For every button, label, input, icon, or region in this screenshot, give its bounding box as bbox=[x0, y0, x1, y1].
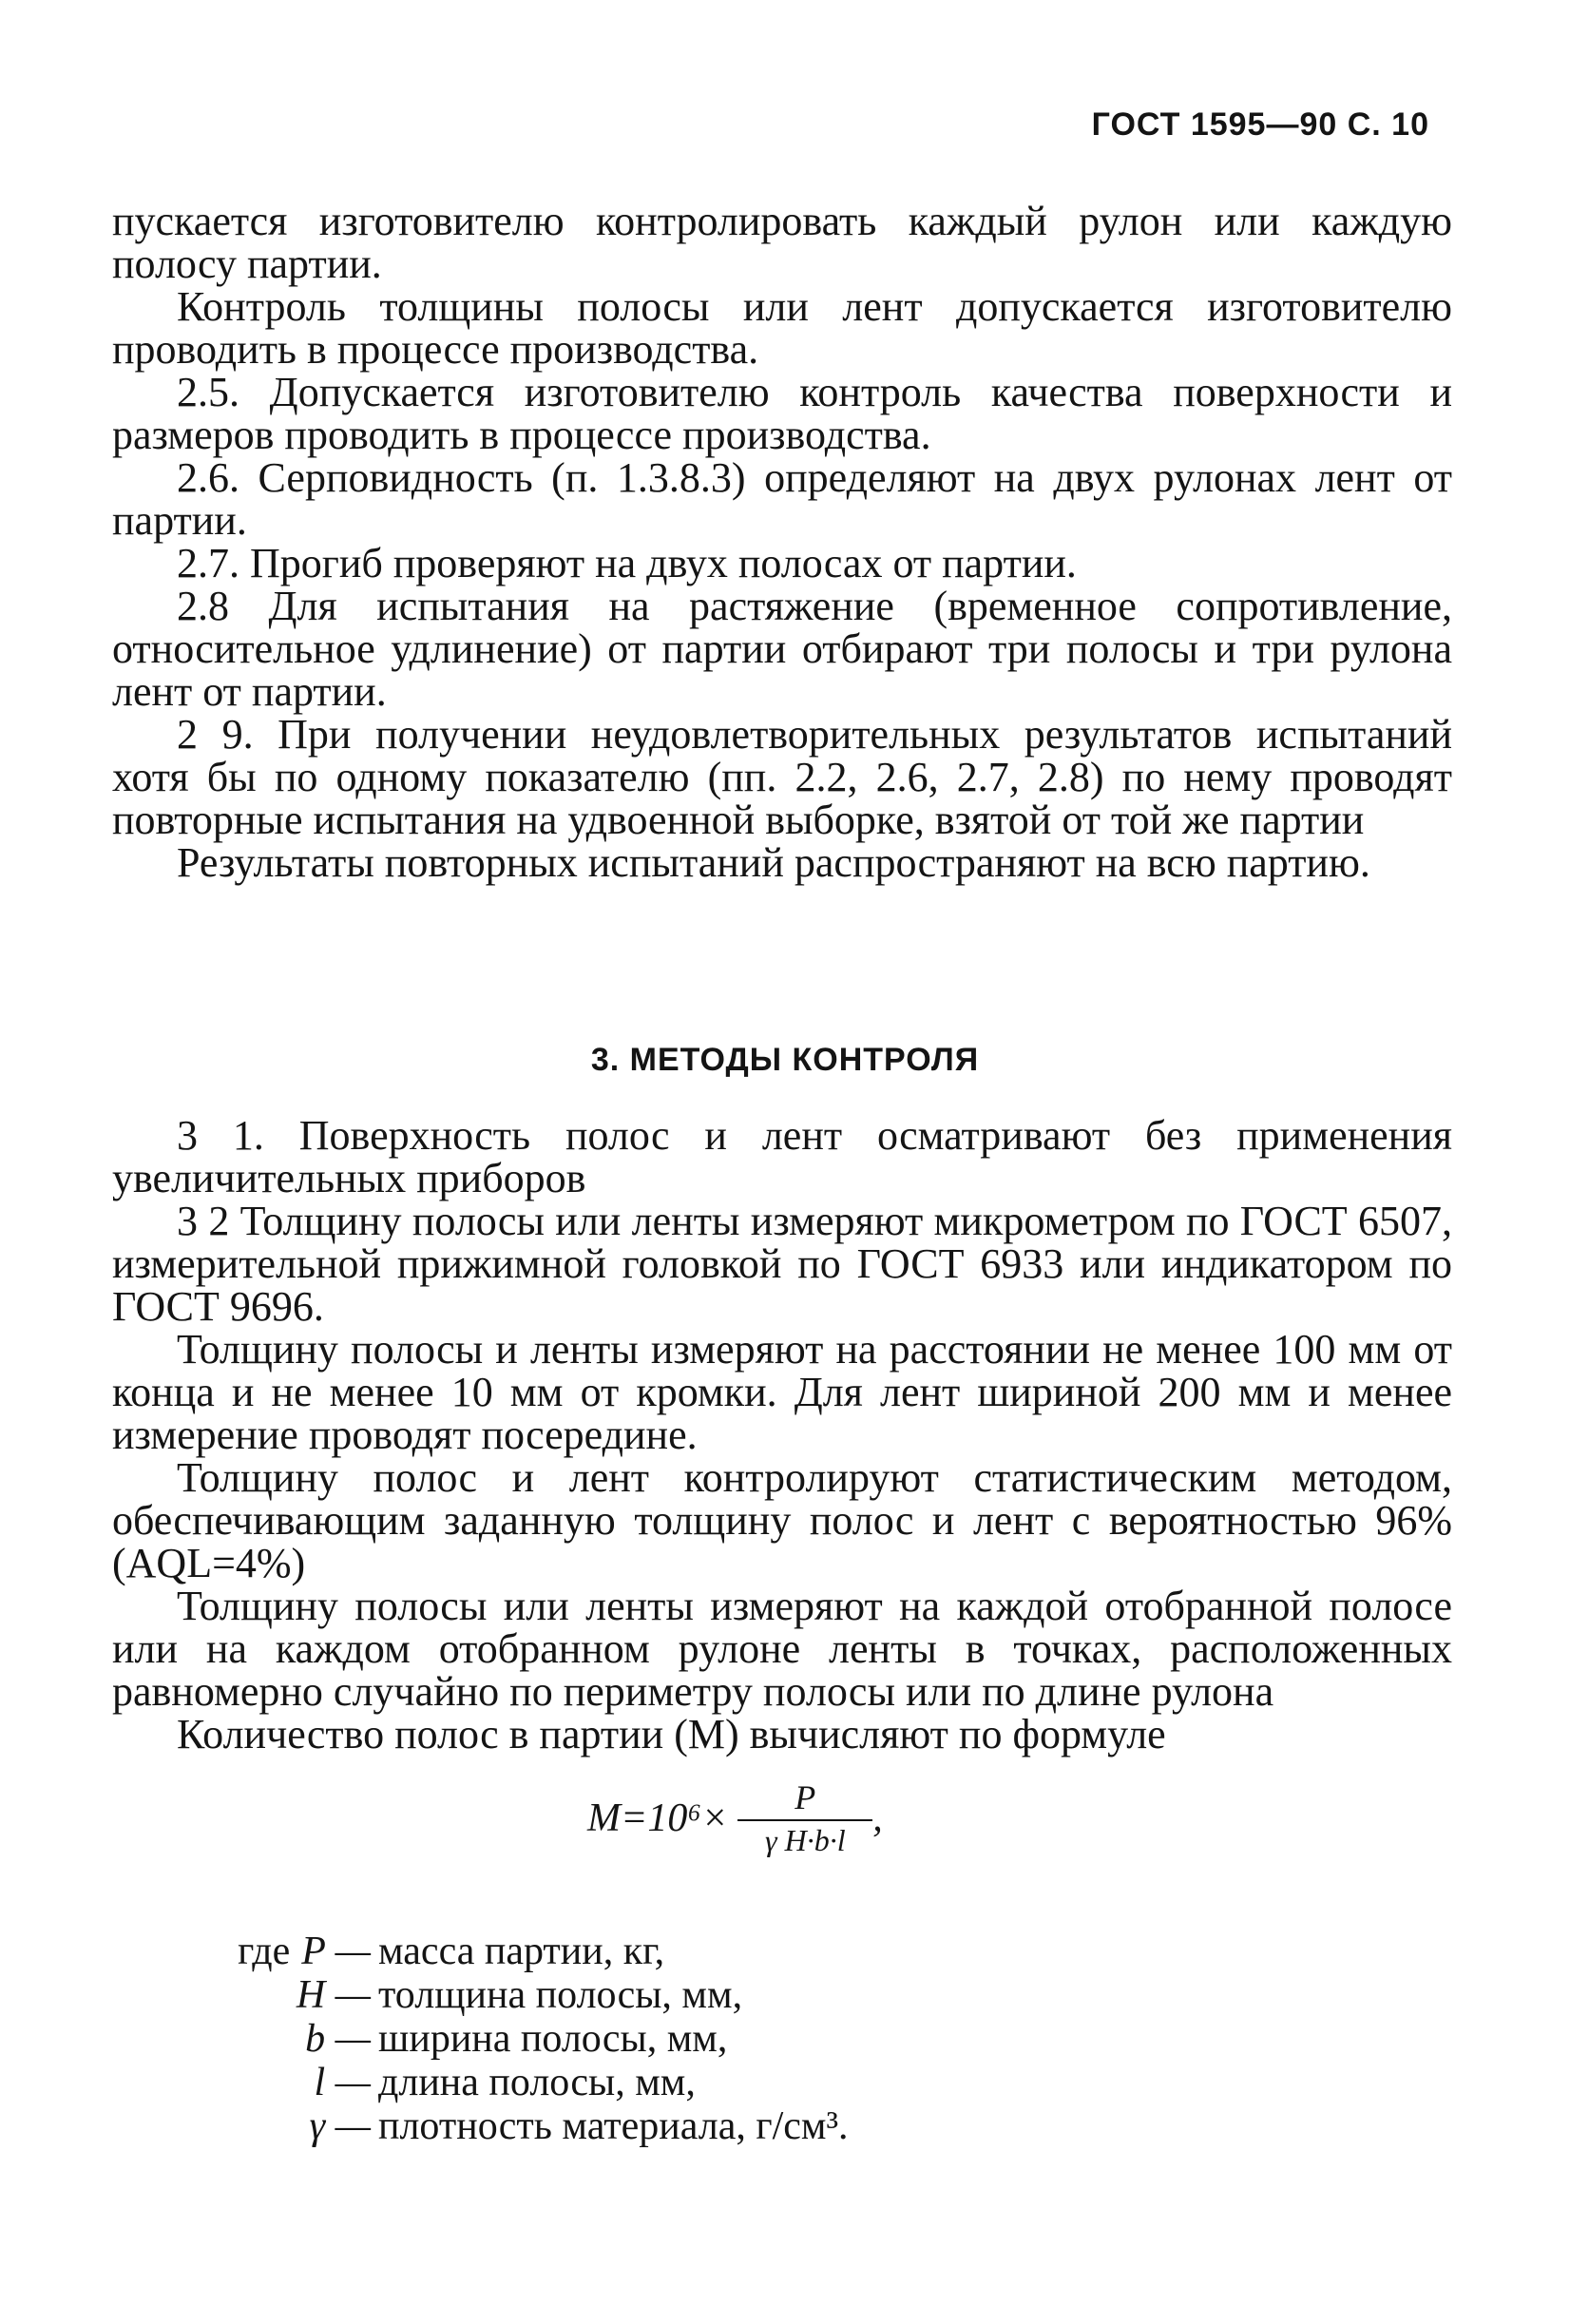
paragraph: 2 9. При получении неудовлетворительных результатов испытаний хотя бы по одному показателю (пп. 2.2, 2.6, 2.7, 2.8) по нему проводят повторные испытания на удвоенной выборке, взятой от той же партии bbox=[112, 711, 1452, 843]
paragraph: 3 1. Поверхность полос и лент осматривают без применения увеличительных приборов bbox=[112, 1112, 1452, 1201]
paragraph: Толщину полос и лент контролируют статистическим методом, обеспечивающим заданную толщину полос и лент с вероятностью 96% (AQL=4%) bbox=[112, 1454, 1452, 1586]
paragraph: 2.7. Прогиб проверяют на двух полосах от партии. bbox=[177, 540, 1077, 586]
legend-row bbox=[152, 2017, 849, 2061]
section-title: 3. МЕТОДЫ КОНТРОЛЯ bbox=[590, 1042, 980, 1078]
legend-description: плотность материала, г/см³. bbox=[378, 2104, 849, 2148]
paragraph: 3 2 Толщину полосы или ленты измеряют микрометром по ГОСТ 6507, измерительной прижимной головкой по ГОСТ 6933 или индикатором по ГОСТ 9696. bbox=[112, 1198, 1452, 1330]
paragraph: Количество полос в партии (M) вычисляют по формуле bbox=[177, 1711, 1166, 1757]
formula-legend bbox=[152, 1930, 849, 2148]
legend-symbol: H — bbox=[296, 1973, 371, 2017]
paragraph: Контроль толщины полосы или лент допускается изготовителю проводить в процессе производства. bbox=[112, 283, 1452, 373]
paragraph: 2.8 Для испытания на растяжение (временное сопротивление, относительное удлинение) от партии отбирают три полосы и три рулона лент от партии. bbox=[112, 583, 1452, 715]
formula bbox=[587, 1777, 883, 1858]
paragraph: Результаты повторных испытаний распространяют на всю партию. bbox=[177, 839, 1370, 886]
formula-denominator: γ H·b·l bbox=[764, 1823, 846, 1857]
legend-description: толщина полосы, мм, bbox=[378, 1973, 743, 2017]
legend-row bbox=[152, 2061, 849, 2104]
section-2-text bbox=[112, 200, 1452, 884]
paragraph: 2.5. Допускается изготовителю контроль качества поверхности и размеров проводить в процессе производства. bbox=[112, 369, 1452, 458]
legend-lead: где bbox=[238, 1930, 291, 1973]
legend-description: масса партии, кг, bbox=[378, 1930, 665, 1973]
formula-lhs: M=10⁶× bbox=[587, 1796, 729, 1840]
legend-description: ширина полосы, мм, bbox=[378, 2017, 728, 2061]
formula-tail: , bbox=[872, 1796, 883, 1840]
paragraph: Толщину полосы или ленты измеряют на каждой отобранной полосе или на каждом отобранном рулоне ленты в точках, расположенных равномерно случайно по периметру полосы или по длине рулона bbox=[112, 1583, 1452, 1715]
legend-row bbox=[152, 1930, 849, 1973]
legend-row bbox=[152, 1973, 849, 2017]
paragraph: пускается изготовителю контролировать каждый рулон или каждую полосу партии. bbox=[112, 198, 1452, 287]
legend-symbol: b — bbox=[305, 2017, 371, 2061]
legend-symbol: γ — bbox=[309, 2104, 371, 2148]
legend-symbol: l — bbox=[314, 2061, 371, 2104]
section-3-text bbox=[112, 1114, 1452, 1756]
formula-numerator: P bbox=[737, 1777, 872, 1821]
paragraph: Толщину полосы и ленты измеряют на расстоянии не менее 100 мм от конца и не менее 10 мм от кромки. Для лент шириной 200 мм и менее измерение проводят посередине. bbox=[112, 1326, 1452, 1458]
page-header: ГОСТ 1595—90 С. 10 bbox=[1091, 106, 1429, 143]
legend-symbol: P — bbox=[301, 1930, 371, 1973]
legend-row bbox=[152, 2104, 849, 2148]
paragraph: 2.6. Серповидность (п. 1.3.8.3) определяют на двух рулонах лент от партии. bbox=[112, 454, 1452, 544]
legend-description: длина полосы, мм, bbox=[378, 2061, 696, 2104]
formula-fraction bbox=[737, 1777, 872, 1858]
